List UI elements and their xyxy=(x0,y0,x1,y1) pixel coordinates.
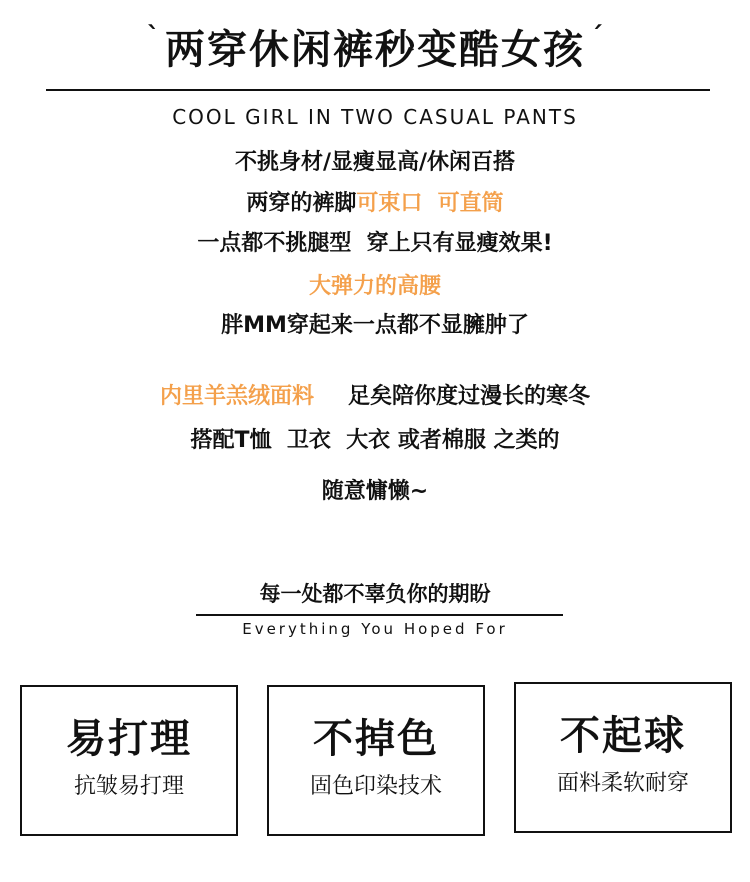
feature-card-colorfast xyxy=(267,685,485,836)
feature-title: 不起球 xyxy=(560,713,686,759)
desc-line-2-prefix: 两穿的裤脚 xyxy=(246,191,357,216)
title-divider xyxy=(46,89,710,91)
section-heading: 每一处都不辜负你的期盼 xyxy=(259,582,491,606)
desc-line-6-accent: 内里羊羔绒面料 xyxy=(159,384,314,409)
desc-line-5: 胖MM穿起来一点都不显臃肿了 xyxy=(221,313,529,338)
desc-line-6 xyxy=(0,382,750,412)
page-title: 两穿休闲裤秒变酷女孩 xyxy=(165,27,585,73)
desc-line-4: 大弹力的高腰 xyxy=(308,274,441,299)
title-tick-left: ˋ xyxy=(146,22,160,52)
desc-line-1: 不挑身材/显瘦显高/休闲百搭 xyxy=(234,150,516,175)
feature-desc: 固色印染技术 xyxy=(309,774,442,799)
page-subtitle: COOL GIRL IN TWO CASUAL PANTS xyxy=(172,105,578,129)
feature-card-anti-pilling xyxy=(514,682,732,833)
feature-title: 易打理 xyxy=(66,716,192,762)
feature-desc: 抗皱易打理 xyxy=(73,774,184,799)
feature-card-easy-care xyxy=(20,685,238,836)
title-tick-right: ˊ xyxy=(590,22,604,52)
desc-line-7: 搭配T恤 卫衣 大衣 或者棉服 之类的 xyxy=(190,428,560,453)
section-divider xyxy=(196,614,563,616)
page-title-block xyxy=(0,24,750,76)
section-heading-en: Everything You Hoped For xyxy=(242,620,508,638)
feature-desc: 面料柔软耐穿 xyxy=(556,771,689,796)
desc-line-2-accent: 可束口 可直筒 xyxy=(356,191,504,216)
feature-title: 不掉色 xyxy=(313,716,439,762)
desc-line-3: 一点都不挑腿型 穿上只有显瘦效果! xyxy=(197,231,553,256)
desc-line-8: 随意慵懒~ xyxy=(321,479,429,504)
desc-line-6-rest: 足矣陪你度过漫长的寒冬 xyxy=(348,384,591,409)
desc-line-2 xyxy=(0,189,750,219)
